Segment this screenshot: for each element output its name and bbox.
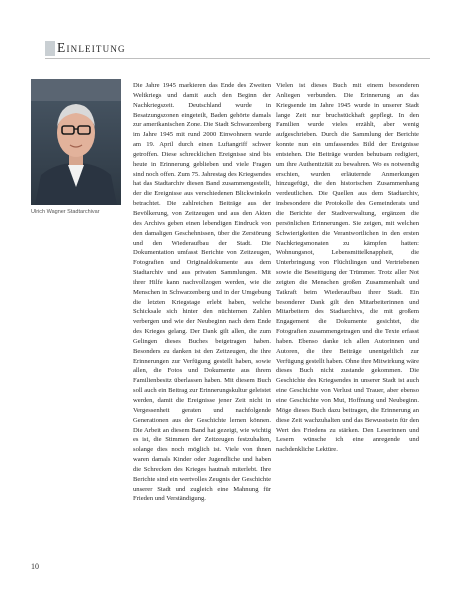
header-accent-bar	[45, 41, 55, 56]
text-column-right	[276, 81, 419, 551]
chapter-title: Einleitung	[57, 40, 126, 55]
author-portrait-photo	[31, 79, 121, 205]
body-paragraph-left: Die Jahre 1945 markieren das Ende des Zweiten Weltkriegs und damit auch den Beginn der Nachkriegszeit. Deutschland wurde in Besatzungszonen eingeteilt, Baden gehörte damals zur amerikanischen Zone. Die Stadt Schwarzenberg im Jahre 1945 mit rund 2000 Einwohnern wurde am 19. April durch einen Luftangriff schwer getroffen. Diese schrecklichen Ereignisse sind bis heute in Erinnerung geblieben und viele Fragen sind noch offen. Zum 75. Jahrestag des Kriegsendes hat das Stadtarchiv diesen Band zusammengestellt, der die Ereignisse aus verschiedenen Blickwinkeln betrachtet. Die zahlreichen Beiträge aus der Bevölkerung, von Zeitzeugen und aus den Akten des Archivs geben einen lebendigen Eindruck von den damaligen Geschehnissen, über die Zerstörung und den Wiederaufbau der Stadt. Die Dokumentation umfasst Berichte von Zeitzeugen, Fotografien und Originaldokumente aus dem Stadtarchiv und aus privaten Sammlungen. Mit ihrer Hilfe kann nachvollzogen werden, wie die Menschen in Schwarzenberg und in der Umgebung die letzten Kriegstage erlebt haben, welche Schicksale sich hinter den nüchternen Zahlen verbergen und wie der Neubeginn nach dem Ende des Krieges gelang. Der Dank gilt allen, die zum Gelingen dieses Buches beigetragen haben. Besonders zu danken ist den Zeitzeugen, die ihre Erinnerungen zur Verfügung gestellt haben, sowie allen, die Fotos und Dokumente aus ihrem Familienbesitz überlassen haben. Mit diesem Buch soll auch ein Beitrag zur Erinnerungskultur geleistet werden, damit die Ereignisse jener Zeit nicht in Vergessenheit geraten und nachfolgende Generationen aus der Geschichte lernen können. Die Arbeit an diesem Band hat gezeigt, wie wichtig es ist, die Stimmen der Zeitzeugen festzuhalten, solange dies noch möglich ist. Viele von ihnen waren damals Kinder oder Jugendliche und haben die Schrecken des Krieges hautnah miterlebt. Ihre Berichte sind ein wertvolles Zeugnis der Geschichte unserer Stadt und zugleich eine Mahnung für Frieden und Verständigung.	[133, 82, 271, 503]
body-paragraph-right: Vielen ist dieses Buch mit einem besonderen Anliegen verbunden. Die Erinnerung an das Kriegsende im Jahre 1945 wurde in unserer Stadt lange Zeit nur bruchstückhaft gepflegt. In den Familien wurde vieles erzählt, aber wenig aufgeschrieben. Durch die Sammlung der Berichte konnte nun ein umfassendes Bild der Ereignisse entstehen. Die Beiträge wurden behutsam redigiert, um ihre Authentizität zu bewahren. Wo es notwendig erschien, wurden erläuternde Anmerkungen hinzugefügt, die den historischen Zusammenhang verdeutlichen. Die Quellen aus dem Stadtarchiv, insbesondere die Protokolle des Gemeinderats und die Berichte der Stadtverwaltung, ergänzen die persönlichen Erinnerungen. Sie zeigen, mit welchen Schwierigkeiten die Verantwortlichen in den ersten Nachkriegsmonaten zu kämpfen hatten: Wohnungsnot, Lebensmittelknappheit, die Unterbringung von Flüchtlingen und Vertriebenen sowie die Beseitigung der Trümmer. Trotz aller Not zeigten die Menschen großen Zusammenhalt und Tatkraft beim Wiederaufbau ihrer Stadt. Ein besonderer Dank gilt den Mitarbeiterinnen und Mitarbeitern des Stadtarchivs, die mit großem Engagement die Dokumente gesichtet, die Fotografien zusammengetragen und die Texte erfasst haben. Ebenso danke ich allen Autorinnen und Autoren, die ihre Beiträge unentgeltlich zur Verfügung gestellt haben. Ohne ihre Mitwirkung wäre dieses Buch nicht zustande gekommen. Die Geschichte des Kriegsendes in unserer Stadt ist auch eine Geschichte von Verlust und Trauer, aber ebenso eine Geschichte von Mut, Hoffnung und Neubeginn. Möge dieses Buch dazu beitragen, die Erinnerung an diese Zeit wachzuhalten und das Bewusstsein für den Wert des Friedens zu stärken. Den Leserinnen und Lesern wünsche ich eine anregende und nachdenkliche Lektüre.	[276, 82, 419, 454]
header-rule	[45, 58, 430, 59]
page-number: 10	[31, 562, 39, 571]
photo-caption: Ulrich Wagner Stadtarchivar	[31, 209, 100, 215]
portrait-illustration	[31, 79, 121, 205]
text-column-left	[133, 81, 271, 551]
